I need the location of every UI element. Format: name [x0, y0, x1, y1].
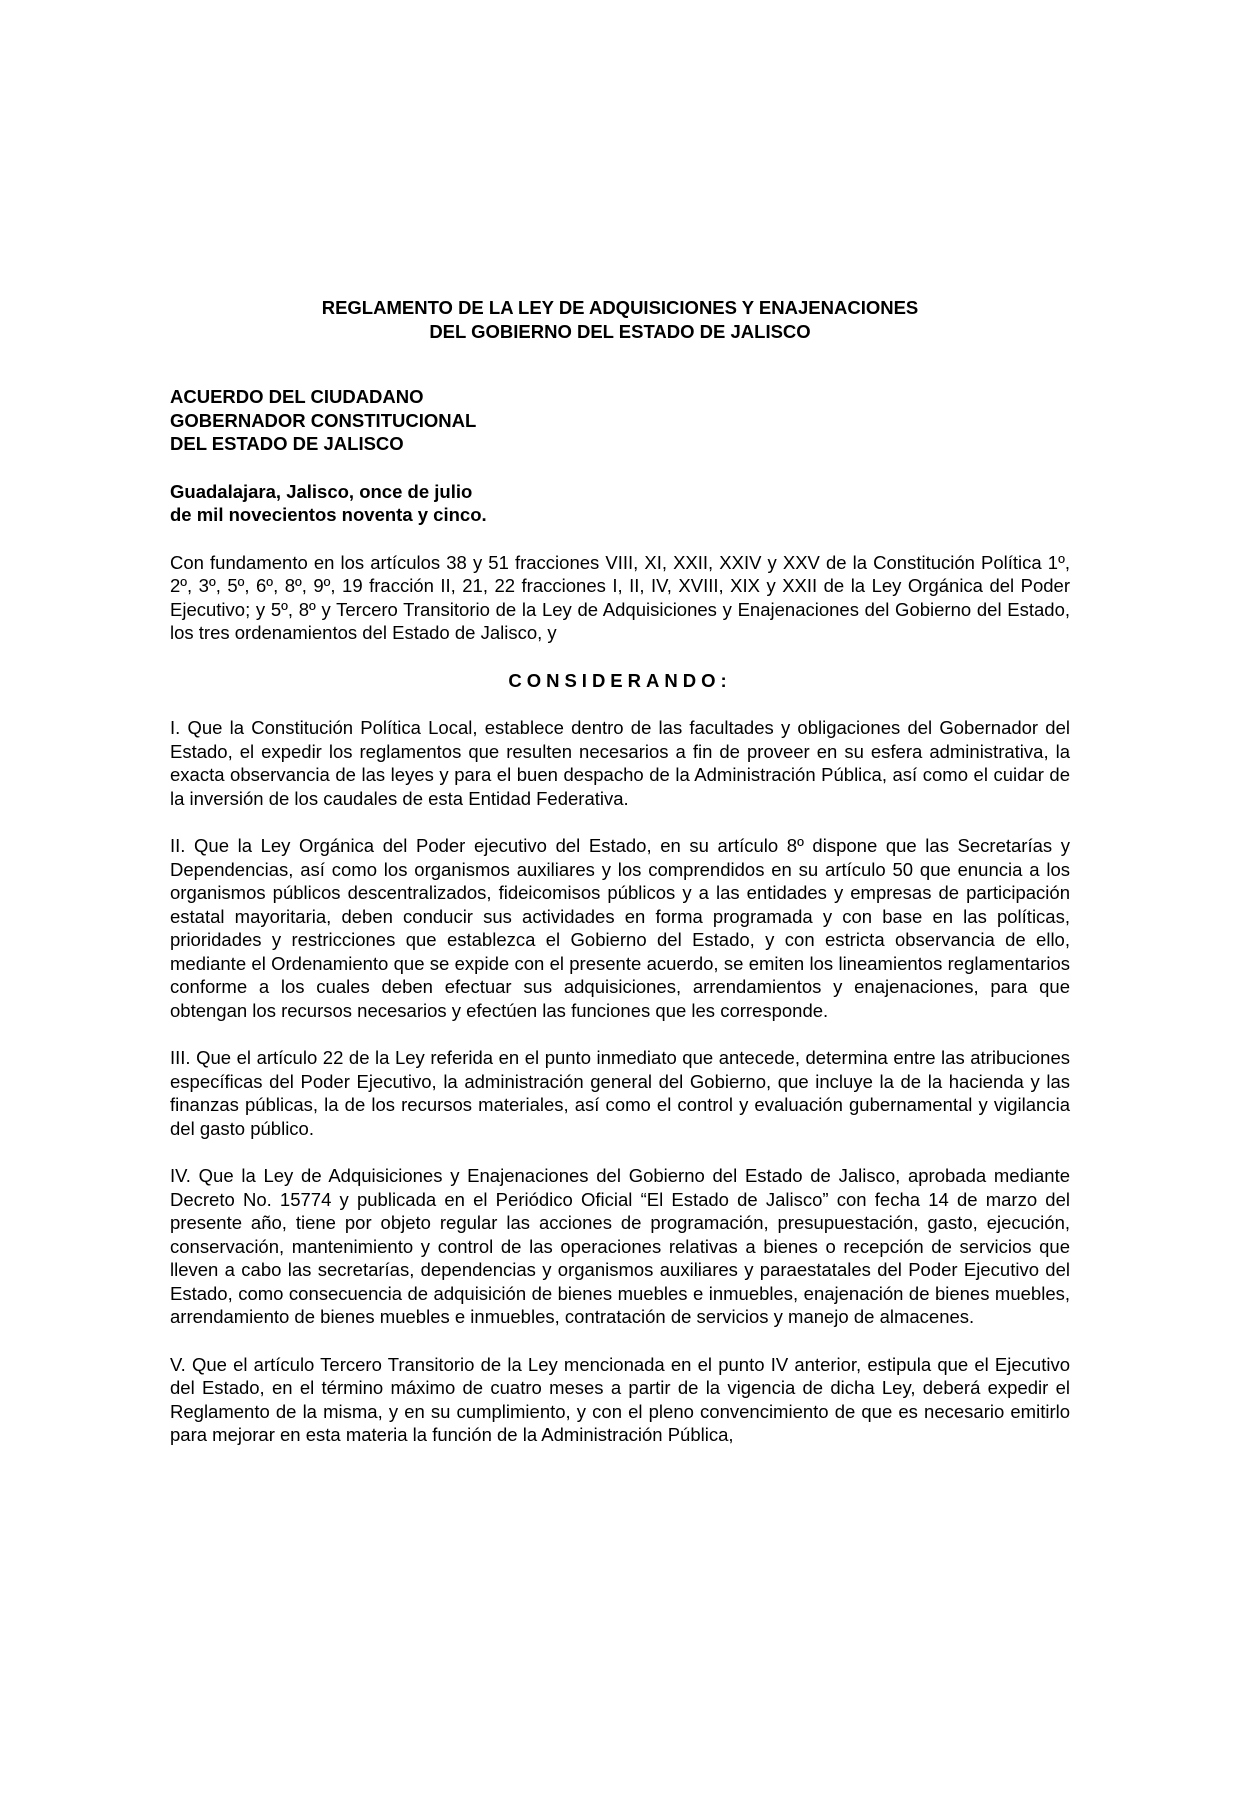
place-date-line-2: de mil novecientos noventa y cinco.	[170, 504, 487, 525]
document-body	[170, 296, 1070, 1447]
paragraph-V: V. Que el artículo Tercero Transitorio de la Ley mencionada en el punto IV anterior, estipula que el Ejecutivo del Estado, en el término máximo de cuatro meses a partir de la vigencia de dicha Ley, deberá expedir el Reglamento de la misma, y en su cumplimiento, y con el pleno convencimiento de que es necesario emitirlo para mejorar en esta materia la función de la Administración Pública,	[170, 1353, 1070, 1445]
paragraph-I: I. Que la Constitución Política Local, establece dentro de las facultades y obligaciones del Gobernador del Estado, el expedir los reglamentos que resulten necesarios a fin de proveer en su esfera administrativa, la exacta observancia de las leyes y para el buen despacho de la Administración Pública, así como el cuidar de la inversión de los caudales de esta Entidad Federativa.	[170, 717, 1070, 809]
acuerdo-line-2: GOBERNADOR CONSTITUCIONAL	[170, 409, 477, 431]
title-line-1: REGLAMENTO DE LA LEY DE ADQUISICIONES Y ENAJENACIONES	[321, 297, 919, 318]
acuerdo-heading	[170, 385, 1070, 456]
fundamento-paragraph: Con fundamento en los artículos 38 y 51 fracciones VIII, XI, XXII, XXIV y XXV de la Constitución Política 1º, 2º, 3º, 5º, 6º, 8º, 9º, 19 fracción II, 21, 22 fracciones I, II, IV, XVIII, XIX y XXII de la Ley Orgánica del Poder Ejecutivo; y 5º, 8º y Tercero Transitorio de la Ley de Adquisiciones y Enajenaciones del Gobierno del Estado, los tres ordenamientos del Estado de Jalisco, y	[170, 551, 1070, 643]
acuerdo-line-3: DEL ESTADO DE JALISCO	[170, 433, 404, 454]
place-date	[170, 480, 1070, 527]
paragraph-IV: IV. Que la Ley de Adquisiciones y Enajenaciones del Gobierno del Estado de Jalisco, aprobada mediante Decreto No. 15774 y publicada en el Periódico Oficial “El Estado de Jalisco” con fecha 14 de marzo del presente año, tiene por objeto regular las acciones de programación, presupuestación, gasto, ejecución, conservación, mantenimiento y control de las operaciones relativas a bienes o recepción de servicios que lleven a cabo las secretarías, dependencias y organismos auxiliares y paraestatales del Poder Ejecutivo del Estado, como consecuencia de adquisición de bienes muebles e inmuebles, enajenación de bienes muebles, arrendamiento de bienes muebles e inmuebles, contratación de servicios y manejo de almacenes.	[170, 1165, 1070, 1327]
document-title	[170, 296, 1070, 343]
considerando-heading: CONSIDERANDO:	[508, 669, 732, 691]
place-date-line-1: Guadalajara, Jalisco, once de julio	[170, 480, 473, 502]
acuerdo-line-1: ACUERDO DEL CIUDADANO	[170, 386, 424, 407]
title-line-2: DEL GOBIERNO DEL ESTADO DE JALISCO	[429, 320, 811, 342]
paragraph-III: III. Que el artículo 22 de la Ley referida en el punto inmediato que antecede, determina entre las atribuciones específicas del Poder Ejecutivo, la administración general del Gobierno, que incluye la de la hacienda y las finanzas públicas, la de los recursos materiales, así como el control y evaluación gubernamental y vigilancia del gasto público.	[170, 1047, 1070, 1139]
paragraph-II: II. Que la Ley Orgánica del Poder ejecutivo del Estado, en su artículo 8º dispone que las Secretarías y Dependencias, así como los organismos auxiliares y los comprendidos en su artículo 50 que enuncia a los organismos públicos descentralizados, fideicomisos públicos y a las entidades y empresas de participación estatal mayoritaria, deben conducir sus actividades en forma programada y con base en las políticas, prioridades y restricciones que establezca el Gobierno del Estado, y con estricta observancia de ello, mediante el Ordenamiento que se expide con el presente acuerdo, se emiten los lineamientos reglamentarios conforme a los cuales deben efectuar sus adquisiciones, arrendamientos y enajenaciones, para que obtengan los recursos necesarios y efectúen las funciones que les corresponde.	[170, 835, 1070, 1021]
